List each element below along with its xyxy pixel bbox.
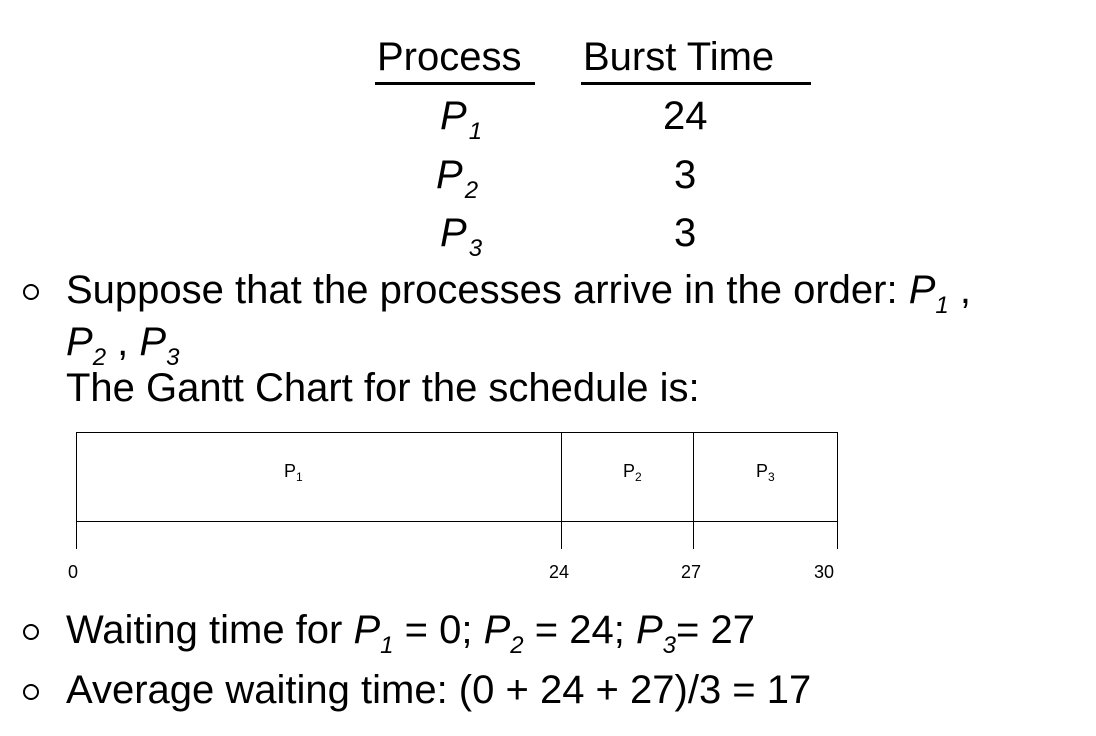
header-process-underline [375, 82, 535, 85]
suppose-line-1: Suppose that the processes arrive in the order: $P_1$ , [66, 268, 971, 319]
gantt-tick-label-0: 0 [67, 562, 79, 582]
bullet-icon [23, 284, 39, 300]
gantt-intro: The Gantt Chart for the schedule is: [66, 366, 700, 410]
header-burst-underline [581, 82, 811, 85]
gantt-divider-27 [693, 432, 694, 549]
average-waiting-line: Average waiting time: (0 + 24 + 27)/3 = 17 [66, 668, 812, 712]
suppose-line-2: $P_2$ , $P_3$ [66, 320, 180, 371]
gantt-segment-p2: $P_2$ [623, 461, 642, 484]
gantt-tick-0 [76, 521, 77, 549]
row-process-p2: $P_2$ [436, 153, 479, 204]
gantt-divider-24 [561, 432, 562, 549]
row-burst-p2: 3 [674, 153, 697, 197]
gantt-tick-30 [837, 521, 838, 549]
gantt-tick-label-24: 24 [548, 562, 570, 582]
gantt-tick-label-27: 27 [680, 562, 702, 582]
header-process: Process [377, 35, 522, 79]
header-burst-time: Burst Time [583, 35, 775, 79]
row-burst-p3: 3 [674, 211, 697, 255]
gantt-chart [76, 432, 838, 522]
bullet-icon [23, 684, 39, 700]
gantt-segment-p1: $P_1$ [284, 461, 303, 484]
row-burst-p1: 24 [663, 94, 708, 138]
gantt-segment-p3: $P_3$ [756, 461, 775, 484]
row-process-p3: $P_3$ [440, 211, 483, 262]
bullet-icon [23, 624, 39, 640]
row-process-p1: $P_1$ [440, 94, 483, 145]
waiting-time-line: Waiting time for $P_1 = 0$; $P_2 = 24$; $P_3= 27$ [66, 608, 755, 659]
gantt-tick-label-30: 30 [813, 562, 835, 582]
